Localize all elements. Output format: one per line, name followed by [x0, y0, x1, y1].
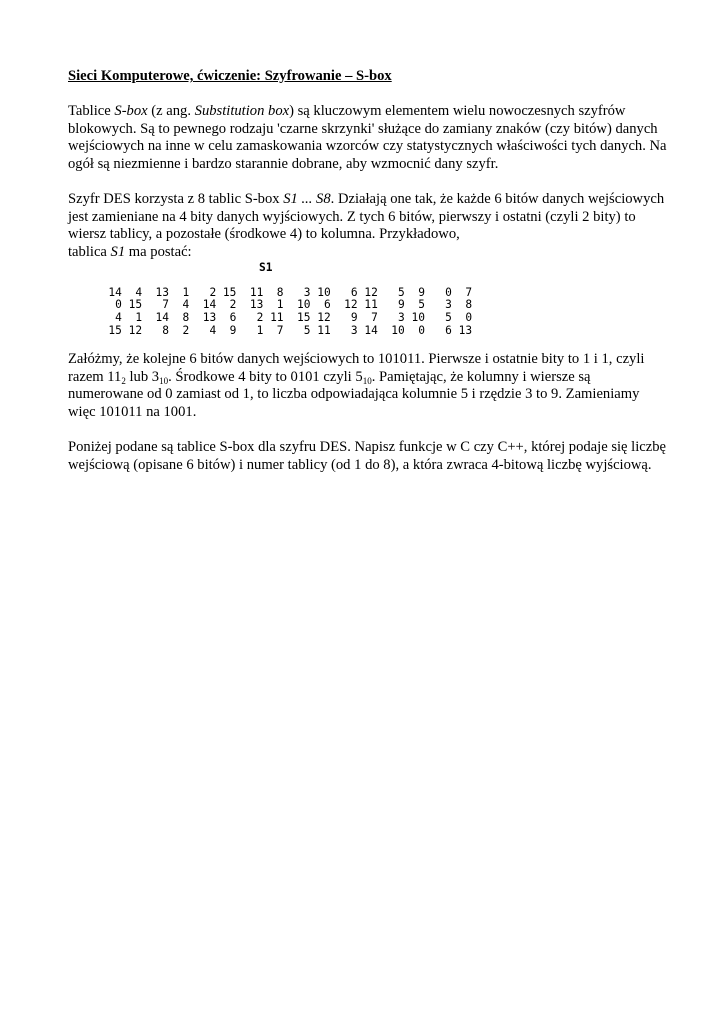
intro-text-e: ) są kluczowym elementem wielu nowoczesnych szyfrów blokowych. Są to pewnego rodzaju 'czarne skrzynki' służące do zamiany znaków (czy bitów) danych wejściowych na inne w celu zamaskowania wzorców czy statystycznych właściwości tych danych. Na ogół są niezmienne i bardzo starannie dobrane, aby wzmocnić dany szyfr.	[68, 103, 667, 172]
intro-term-sbox: S-box	[114, 103, 148, 120]
subscript-base-2: 2	[121, 375, 126, 386]
example-paragraph	[68, 351, 668, 421]
example-text-c: . Środkowe 4 bity to 0101 czyli 5	[168, 368, 363, 385]
intro-term-substitution: Substitution box	[194, 103, 290, 120]
task-paragraph: Poniżej podane są tablice S-box dla szyfru DES. Napisz funkcje w C czy C++, której podaje się liczbę wejściową (opisane 6 bitów) i numer tablicy (od 1 do 8), a która zwraca 4-bitową liczbę wyjściową.	[68, 439, 667, 473]
des-term-s1-s8: S1 ... S8	[283, 191, 331, 208]
sbox-row: 0 15 7 4 14 2 13 1 10 6 12 11 9 5 3 8	[68, 298, 473, 312]
des-text-c: . Działają one tak, że każde 6 bitów danych wejściowych jest zamieniane na 4 bity danych wyjściowych. Z tych 6 bitów, pierwszy i ostatni (czyli 2 bity) to wiersz tablicy, a pozostałe (środkowe 4) to kolumna. Przykładowo,	[68, 191, 665, 243]
des-text-f: ma postać:	[125, 243, 192, 260]
des-text-d: tablica	[68, 243, 111, 260]
example-text-b: lub 3	[125, 368, 160, 385]
des-term-s1: S1	[110, 243, 126, 260]
page-title: Sieci Komputerowe, ćwiczenie: Szyfrowanie – S-box	[68, 68, 392, 84]
intro-paragraph	[68, 103, 668, 173]
sbox-table-body	[68, 287, 668, 337]
sbox-table	[68, 262, 668, 338]
intro-text-a: Tablice	[68, 103, 115, 120]
des-paragraph	[68, 191, 668, 261]
des-text-a: Szyfr DES korzysta z 8 tablic S-box	[68, 191, 284, 208]
subscript-base-10: 10	[159, 375, 169, 386]
intro-text-c: (z ang.	[147, 103, 195, 120]
sbox-row: 4 1 14 8 13 6 2 11 15 12 9 7 3 10 5 0	[68, 310, 473, 324]
sbox-table-title: S1	[259, 260, 273, 274]
example-text-d: . Pamiętając, że kolumny i wiersze są numerowane od 0 zamiast od 1, to liczba odpowiadająca kolumnie 5 i rzędzie 3 to 9. Zamieniamy więc 101011 na 1001.	[68, 368, 640, 420]
sbox-row: 14 4 13 1 2 15 11 8 3 10 6 12 5 9 0 7	[68, 285, 473, 299]
subscript-base-10: 10	[362, 375, 372, 386]
sbox-row: 15 12 8 2 4 9 1 7 5 11 3 14 10 0 6 13	[68, 323, 473, 337]
example-text-a: Załóżmy, że kolejne 6 bitów danych wejściowych to 101011. Pierwsze i ostatnie bity to 1 i 1, czyli razem 11	[68, 351, 645, 385]
document-page	[68, 68, 668, 492]
